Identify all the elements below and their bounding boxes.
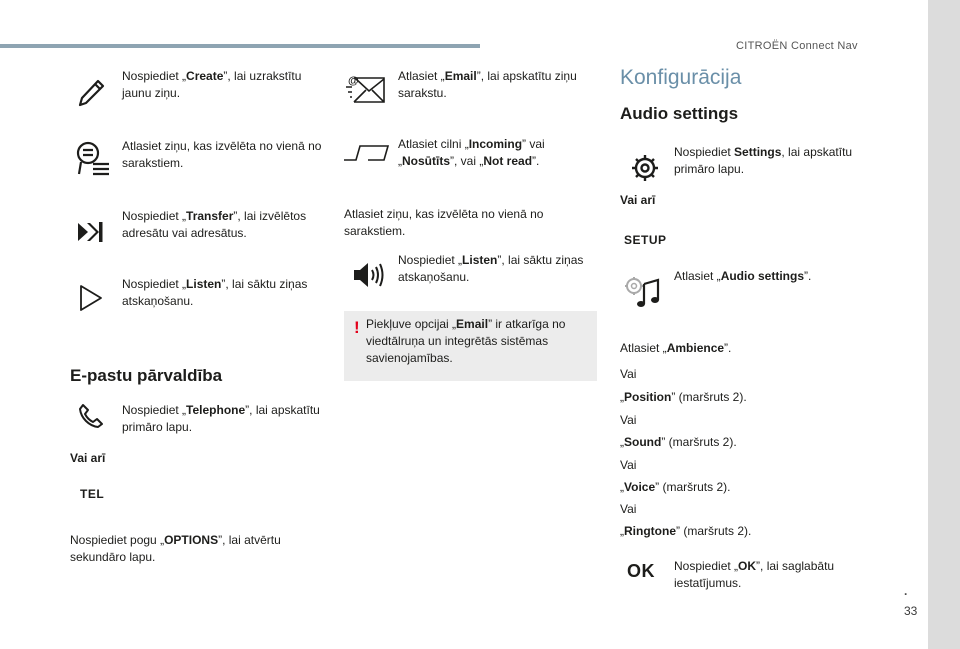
ok-key: OK xyxy=(627,561,655,581)
setup-key: SETUP xyxy=(624,233,667,247)
settings-instruction: Nospiediet Settings, lai apskatītu primāro lapu. xyxy=(674,145,853,176)
incoming-instruction: Atlasiet cilni „Incoming” vai „Nosūtīts”, vai „Not read”. xyxy=(398,137,545,168)
phone-icon xyxy=(78,403,104,429)
speaker-icon xyxy=(352,260,386,290)
warning-icon: ! xyxy=(354,318,360,337)
audio-settings-heading: Audio settings xyxy=(620,104,739,123)
select-message-instruction: Atlasiet ziņu, kas izvēlēta no vienā no sarakstiem. xyxy=(122,139,322,170)
audio-settings-instruction: Atlasiet „Audio settings”. xyxy=(674,269,812,283)
sound-option: „Sound” (maršruts 2). xyxy=(620,435,737,449)
tel-key: TEL xyxy=(80,487,105,501)
page-side-band xyxy=(928,0,960,649)
create-instruction: Nospiediet „Create”, lai uzrakstītu jaunu ziņu. xyxy=(122,69,302,100)
or-label-2: Vai arī xyxy=(620,193,656,207)
audio-settings-icon xyxy=(624,276,664,310)
ringtone-option: „Ringtone” (maršruts 2). xyxy=(620,524,752,538)
options-instruction: Nospiediet pogu „OPTIONS”, lai atvērtu sekundāro lapu. xyxy=(70,533,281,564)
brand-header: CITROËN Connect Nav xyxy=(736,40,858,52)
position-option: „Position” (maršruts 2). xyxy=(620,390,747,404)
email-envelope-icon xyxy=(344,72,386,104)
email-instruction: Atlasiet „Email”, lai apskatītu ziņu sarakstu. xyxy=(398,69,577,100)
or-label-5: Vai xyxy=(620,458,637,472)
tab-icon xyxy=(342,143,390,163)
header-rule xyxy=(0,44,480,48)
email-management-heading: E-pastu pārvaldība xyxy=(70,366,223,385)
note-text: Piekļuve opcijai „Email” ir atkarīga no viedtālruņa un integrētās sistēmas savienojamības. xyxy=(366,317,566,365)
voice-option: „Voice” (maršruts 2). xyxy=(620,480,731,494)
listen-instruction: Nospiediet „Listen”, lai sāktu ziņas atskaņošanu. xyxy=(122,277,308,308)
ambience-instruction: Atlasiet „Ambience”. xyxy=(620,341,732,355)
play-icon xyxy=(78,283,104,313)
page-number: 33 xyxy=(904,604,918,618)
select-message-instruction-2: Atlasiet ziņu, kas izvēlēta no vienā no sarakstiem. xyxy=(344,207,544,238)
svg-text:@: @ xyxy=(348,75,359,87)
listen-instruction-2: Nospiediet „Listen”, lai sāktu ziņas atskaņošanu. xyxy=(398,253,584,284)
continued-marker: . xyxy=(904,584,908,598)
or-label: Vai arī xyxy=(70,451,106,465)
ok-instruction: Nospiediet „OK”, lai saglabātu iestatījumus. xyxy=(674,559,835,590)
or-label-4: Vai xyxy=(620,413,637,427)
telephone-instruction: Nospiediet „Telephone”, lai apskatītu primāro lapu. xyxy=(122,403,320,434)
configuration-title: Konfigurācija xyxy=(620,66,742,89)
or-label-3: Vai xyxy=(620,367,637,381)
gear-icon xyxy=(630,153,660,183)
transfer-instruction: Nospiediet „Transfer”, lai izvēlētos adresātu vai adresātus. xyxy=(122,209,307,240)
pencil-icon xyxy=(76,76,106,108)
transfer-icon xyxy=(76,218,104,246)
or-label-6: Vai xyxy=(620,502,637,516)
message-list-icon xyxy=(75,140,111,178)
